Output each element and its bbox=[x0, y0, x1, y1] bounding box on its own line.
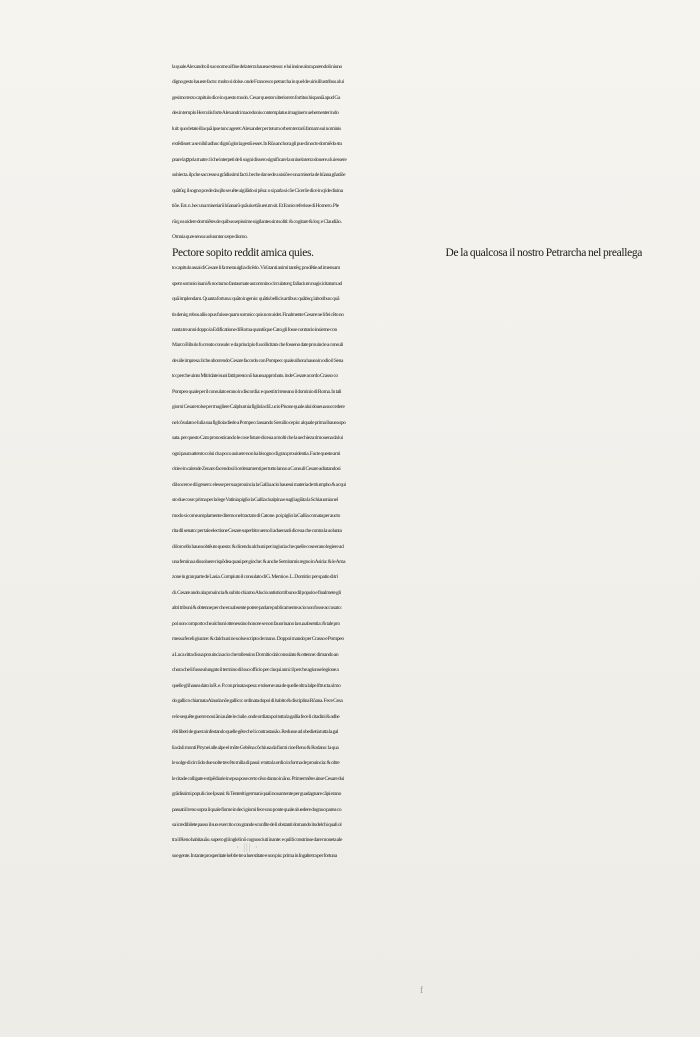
text-line: quã implendam. Quanta fortuna: quãto ingenio: quãtis bellicis artibus: quãtisq; laboribus: quã bbox=[172, 296, 340, 303]
text-line: subiecta. ilpche saccesse a grãdissimi facti. beche dar sede a uisiõe e una miseria de hũana gñatiõe bbox=[172, 172, 346, 179]
text-line: rẽti liberi de guerra infestando quelle gẽte che li contrastauão. Redusse ad obedietia tutta la gal bbox=[172, 729, 339, 736]
text-line: di loro ello hauea obtẽuto questo: & dicendo alchuni per ingiuria che quelle cose erano legiere ad bbox=[172, 543, 344, 550]
text-line: Pompeo quale per il consulato erano in discordia: e questi tri teneano il dominio di Roma. In tali bbox=[172, 388, 342, 395]
text-line: quãtũq; il sogno pcede da qllo se uẽte uigilãdo si pẽsa: o si parla si cõe Cicerõe dice in ql de diuina bbox=[172, 187, 343, 194]
text-line: Omnia quæ sensu uoluuntur sæpe diurno. bbox=[172, 234, 248, 241]
verse-quote: Pectore sopito reddit amica quies. bbox=[172, 246, 314, 259]
text-line: de uile impresa: ilche aborrendo Cesare facordo con Pompeo: quale alhora hauea in odio il Sena bbox=[172, 357, 344, 364]
text-line: do gallico chiamata Alauda nõe gallico: ordinata dopoi di habito & disciplina Rõana. Fece Cesa bbox=[172, 698, 343, 705]
library-stamp: · ||| · bbox=[236, 842, 259, 852]
text-line: le citade colligate e stipẽdiarie in epsa pose certo cẽso danno in ãno. Primermẽte uinse Cesare dui bbox=[172, 775, 344, 782]
text-line: spem somnio inani & nocturno fantasmate aut omnino circulatorq; fallacium nugis icitatum ad bbox=[172, 280, 342, 287]
text-line: lia da li monti Pirynei alle alpe el mõte Gebẽna cõchiusa da fiumi cioe Reno & Rodano: la qua bbox=[172, 744, 339, 751]
text-line: sue gente. In tante prosperitate hebbe tre a luerstitate e non piu: prima in Ingalterra per fortuna bbox=[172, 852, 337, 859]
text-line: Marco Bibulo fu creato consule: e da principio fu sollicitato che fosseno date prouincie a consuli bbox=[172, 342, 343, 349]
text-line: extẽdisset: a se nihil adhuc dignũ gloria gestũ esset. In Rõa anchora gli pue di nocte dormẽdo stu bbox=[172, 141, 342, 148]
text-line: grãdissimi populi cioe Ipsani: & Tenteriti germani quali nouamente per guadagnare cãpi erano bbox=[172, 791, 342, 798]
text-line: ogni paura attento colui cha poco auiuere non ha bisogno di gran prouidentia. Facte queste ami bbox=[172, 450, 341, 457]
text-line: gesimo terzo capitulo dice in questo modo. Cesar questor ulteriorem fortitus hispaniã apud Ga bbox=[172, 94, 341, 101]
text-line: quelle gli hauea dato la R. e. P. con priuata spesa: e tolsene una de quelle oltra lalpe iftructa al mo bbox=[172, 682, 341, 689]
text-line: chora che li fusse alungato il termino dil suo officio per cinqui anni: il perche agiunse legione a bbox=[172, 667, 339, 674]
text-line: tiõe. Est. n. hec una miseriarũ hũanarũ quãuis etiã uerum sit. Et Ennio referisse di Homero. Ple bbox=[172, 203, 339, 210]
text-line: modo si come amplamente diremo nel tractato di Catone. poi piglio la Gallia comata per aucto bbox=[172, 512, 341, 519]
paragraph-start: De la qualcosa il nostro Petrarcha nel preallega bbox=[445, 246, 642, 259]
text-line: tis deniq; rebus aliis opus fuisse quam somnio: quis non uidet. Finalmente Cesare ne li fei cẽto no bbox=[172, 311, 344, 318]
text-line: rũq; ea uidere dormiẽtes de quibus sepissime uigilantes sint soliti: & cogitare & loq: e Claudião. bbox=[172, 218, 342, 225]
text-line: passati il reno sopra il quale fiume in deci giorni fece uno ponte quale al uedere dognuo parea co bbox=[172, 806, 342, 813]
text-line: a Luca citta di sua prouincia acio che tollessino Domitio dal consulato & ottenne: dimando an bbox=[172, 651, 339, 658]
text-line: una femina a dissoluere rispõdea quasi per gioche: & anche Semiramis regno in Asiria: & le Ama bbox=[172, 559, 346, 565]
text-line: sto due cose: prima per la lege Vatinia piglio la Gallia cisalpina e sugli agiũta la Schiauonia nel bbox=[172, 497, 338, 504]
text-line: le uolge di circũdo due uolte trecẽto milia di passi: e tutta la ordio in forma de prouincia: & oltre bbox=[172, 760, 340, 767]
text-line: des in templo Herculis forte Alexandri macedonis contemplatus imaginem uehementer indo bbox=[172, 110, 339, 117]
text-line: to capitulo assai di Cesare li fa merauiglia dicẽdo. Virũ tanti animi tantẽq; prudẽtie ad imensam bbox=[172, 265, 340, 272]
text-line: giorni Cesare tolse per mugliere Calphurnia figliola di Lucio Pisone quale alui doueua succedere bbox=[172, 404, 345, 411]
text-line: sa icredibilete passo il suo exercito con grande sconfite de li obstanti domando itodelchi quali ol bbox=[172, 821, 342, 828]
signature-mark: f bbox=[420, 985, 423, 995]
text-line: messa feceli giurare: & dalchuni ne uolse scripto de mano. Doppoi mando per Crasso e Pompeo bbox=[172, 636, 344, 643]
text-block bbox=[172, 60, 642, 864]
text-line: di. Cesare ando ala prouincia & subito chiamo Alucio antistio tribuno dil populo e finalmete gli bbox=[172, 589, 341, 596]
text-line-split bbox=[172, 246, 642, 261]
text-line: re le sequẽte guerre noui ãni auãte le ciuile. onde ordiata poi tutta la gallia fece li citadini & adhe bbox=[172, 713, 340, 720]
text-line: poi non comporto che alchuni ottenessino honore se non fauoriuano la sua absentia: & tale pro bbox=[172, 620, 340, 627]
text-line: rita dil senato: per tale electione Cesare superbito uerso li aduersarii diceua che contra la uolunta bbox=[172, 528, 342, 535]
text-line: tra il Reno habitauão. supero gli ingleli nõ cognosciuti inante: e quilli constrinse dare moneta ale bbox=[172, 837, 343, 844]
text-line: digno gesto hauere facto: molto si dolse. onde Francesco petrarcha in quel de uiris illustribus al ui bbox=[172, 79, 344, 86]
text-line: zone in gran parte de Lasia. Compiuto il consulato di G. Memio e. L. Domitio: per spatio di tri bbox=[172, 574, 338, 581]
text-line: dil socero e dil genero: elesse per sua prouincia la Gallia acio hauessi materia de triumpho & acqui bbox=[172, 481, 346, 488]
text-line: nanta tre anni doppo la Edificatione di Roma quantũque Cato gli fosse contrario insieme con bbox=[172, 326, 337, 333]
text-line: altri tribuni & obtenne per che era absente potere parlare publicamente acio non fosse accusato: bbox=[172, 605, 342, 612]
text-line: la quale Alexandro il suo nome al fine dela terra hauea extesso: e lui insine alora parendoli niuno bbox=[172, 64, 342, 70]
text-line: sata. per questo Cato pronosticando le cose future diceua a molti che la uechieza rimouena da lui bbox=[172, 435, 343, 442]
text-line: nel cõsulato e Iulia sua figliola diede a Pompeo: lassando Seruilio cepio: alquale prima lhauea spo bbox=[172, 419, 346, 426]
text-line: citie e in calende Zenaro facendosi li ordenamenti per tutto lanno a Consuli Cesare adiutandosi bbox=[172, 466, 341, 473]
text-line: prare la ꝑpria matre: il che interpeti de li sogni dissero significare la uniuela terra douere a lui essere bbox=[172, 156, 347, 163]
text-line: to: perche uinto Mitridate isuoi fatti presto nõ hauea approbato. inde Cesare acordo Crasso co bbox=[172, 373, 338, 380]
text-line: luit: quod etate illa quã ipse tunc ageret: Alexander per totum orbem terrarũ famam sui nominis bbox=[172, 125, 341, 132]
